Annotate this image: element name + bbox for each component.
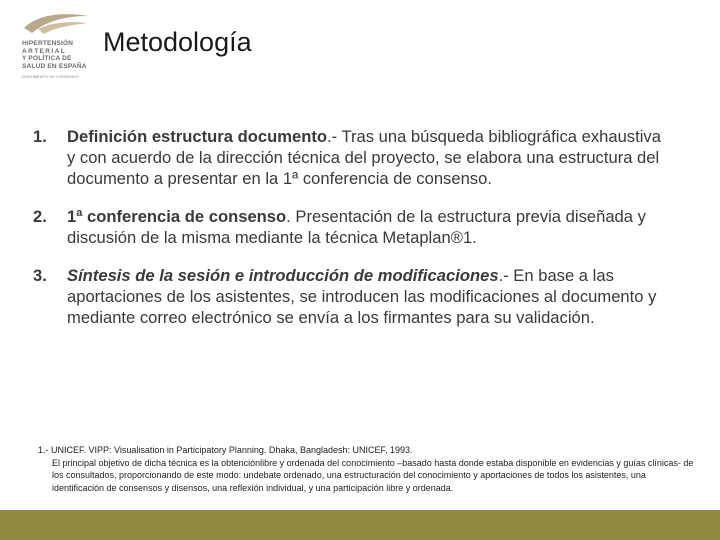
item-suffix: ®1. — [450, 228, 477, 247]
list-item — [33, 265, 673, 328]
logo-line: SALUD EN ESPAÑA — [22, 62, 87, 70]
item-body — [67, 265, 673, 328]
page-title: Metodología — [103, 27, 252, 57]
hypertension-logo — [22, 12, 92, 79]
logo-subtitle: DOCUMENTO DE CONSENSO — [22, 74, 79, 79]
swoosh-icon — [22, 12, 90, 36]
item-heading: 1ª conferencia de consenso — [67, 207, 287, 226]
item-body — [67, 126, 673, 189]
list-item — [33, 206, 673, 248]
item-text: .- En base a las aportaciones de los asistentes, se introducen las modificaciones al documento y mediante correo electrónico se envía a los firmantes para su validación. — [67, 266, 657, 327]
item-heading: Definición estructura documento — [67, 127, 327, 146]
item-number: 1. — [33, 127, 47, 146]
item-heading — [67, 266, 499, 285]
footnote-reference: 1.- UNICEF. VIPP: Visualisation in Participatory Planning. Dhaka, Bangladesh: UNICEF, 1993. — [38, 445, 413, 455]
item-text: . Presentación de la estructura previa diseñada y discusión de la misma mediante la técnica Metaplan — [67, 207, 646, 247]
item-text: .- Tras una búsqueda bibliográfica exhaustiva y con acuerdo de la dirección técnica del proyecto, se elabora una estructura del documento a presentar en la 1ª conferencia de consenso. — [67, 127, 661, 188]
item-number: 3. — [33, 266, 47, 285]
footnote-body: El principal objetivo de dicha técnica es la obtenciónlibre y ordenada del conocimiento –basado hasta donde estaba disponible en evidencias y guías clínicas- de los consultados, proporcionando de este modo: undebate ordenado, una estructuración del conocimiento y aportaciones de todos los asistentes, una identificación de consensos y disensos, una reflexión individual, y una participación libre y ordenada. — [52, 457, 694, 493]
list-item — [33, 126, 673, 189]
methodology-list — [33, 126, 673, 345]
footnote — [38, 444, 698, 494]
item-number: 2. — [33, 207, 47, 226]
footer-bar — [0, 510, 720, 540]
logo-line: Y POLÍTICA DE — [22, 55, 72, 62]
item-heading-text: Síntesis de la sesión e introducción de modificaciones — [67, 266, 499, 285]
logo-line: ARTERIAL — [22, 47, 67, 55]
item-body — [67, 206, 673, 248]
logo-line: HIPERTENSIÓN — [22, 40, 74, 47]
